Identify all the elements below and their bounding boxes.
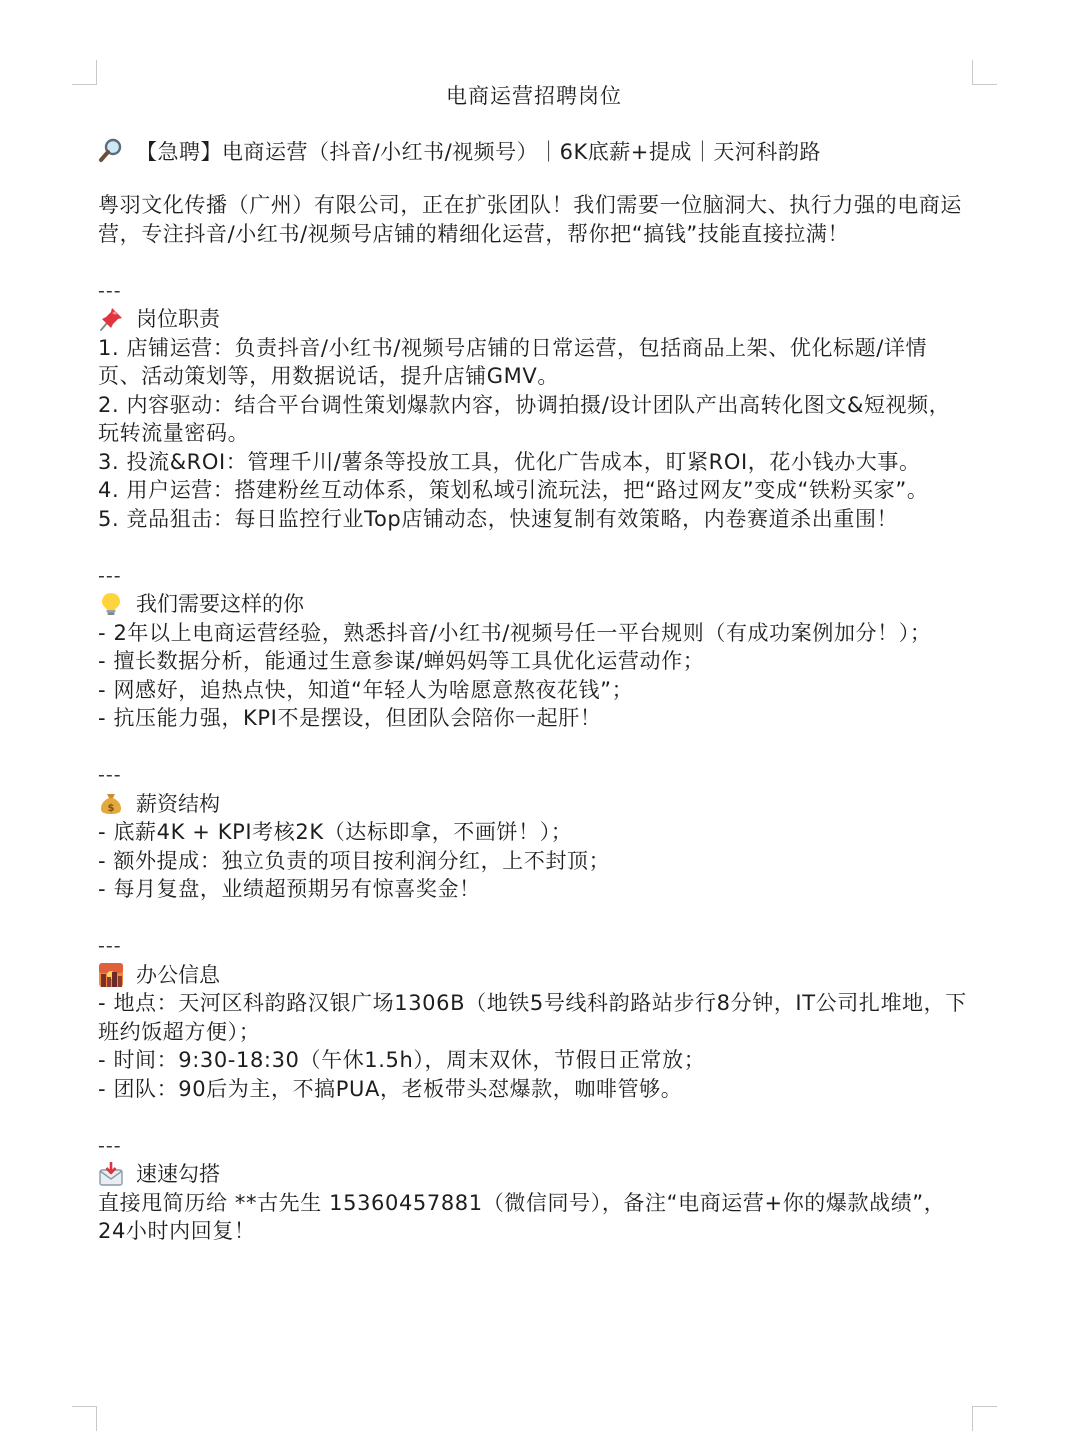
document-page <box>98 80 970 1246</box>
list-item: 2. 内容驱动：结合平台调性策划爆款内容，协调拍摄/设计团队产出高转化图文&短视频，玩转流量密码。 <box>98 392 951 445</box>
list-item: - 网感好，追热点快，知道“年轻人为啥愿意熬夜花钱”； <box>98 677 634 702</box>
section-heading-office <box>98 961 970 990</box>
list-item: - 抗压能力强，KPI不是摆设，但团队会陪你一起肝！ <box>98 706 602 730</box>
list-item: - 时间：9:30-18:30（午休1.5h），周末双休，节假日正常放； <box>98 1048 706 1072</box>
list-item: - 每月复盘，业绩超预期另有惊喜奖金！ <box>98 877 481 901</box>
separator: --- <box>98 564 122 587</box>
document-title: 电商运营招聘岗位 <box>446 84 622 108</box>
page-corner-mark-bottom-left <box>72 1406 97 1431</box>
separator: --- <box>98 1134 122 1157</box>
list-item: - 擅长数据分析，能通过生意参谋/蝉妈妈等工具优化运营动作； <box>98 649 705 673</box>
svg-text:$: $ <box>107 802 115 814</box>
page-corner-mark-top-right <box>972 60 997 85</box>
section-heading-requirements <box>98 590 970 619</box>
money-bag-icon <box>98 791 124 817</box>
page-corner-mark-bottom-right <box>972 1406 997 1431</box>
list-item: 5. 竞品狙击：每日监控行业Top店铺动态，快速复制有效策略，内卷赛道杀出重围！ <box>98 506 899 531</box>
page-corner-mark-top-left <box>72 60 97 85</box>
list-item: - 2年以上电商运营经验，熟悉抖音/小红书/视频号任一平台规则（有成功案例加分！）； <box>98 620 932 645</box>
intro-paragraph: 粤羽文化传播（广州）有限公司，正在扩张团队！我们需要一位脑洞大、执行力强的电商运营，专注抖音/小红书/视频号店铺的精细化运营，帮你把“搞钱”技能直接拉满！ <box>98 193 962 246</box>
pushpin-icon <box>98 306 124 332</box>
section-heading-text: 薪资结构 <box>136 791 220 816</box>
inbox-tray-icon <box>98 1161 124 1187</box>
list-item: 4. 用户运营：搭建粉丝互动体系，策划私域引流玩法，把“路过网友”变成“铁粉买家”。 <box>98 478 929 502</box>
list-item: 3. 投流&ROI：管理千川/薯条等投放工具，优化广告成本，盯紧ROI，花小钱办大事。 <box>98 449 921 474</box>
section-heading-duties <box>98 305 970 334</box>
list-item: 1. 店铺运营：负责抖音/小红书/视频号店铺的日常运营，包括商品上架、优化标题/详情页、活动策划等，用数据说话，提升店铺GMV。 <box>98 335 928 388</box>
section-heading-contact <box>98 1160 970 1189</box>
cityscape-sunset-icon <box>98 962 124 988</box>
list-item: - 地点：天河区科韵路汉银广场1306B（地铁5号线科韵路站步行8分钟，IT公司扎堆地，下班约饭超方便）； <box>98 991 967 1044</box>
contact-line: 直接甩简历给 **古先生 15360457881（微信同号），备注“电商运营+你的爆款战绩”，24小时内回复！ <box>98 1190 946 1243</box>
lightbulb-icon <box>98 591 124 617</box>
list-item: - 额外提成：独立负责的项目按利润分红，上不封顶； <box>98 848 611 873</box>
section-heading-text: 速速勾搭 <box>136 1162 220 1186</box>
section-heading-text: 办公信息 <box>136 962 220 987</box>
section-heading-text: 岗位职责 <box>136 307 220 331</box>
section-heading-salary <box>98 790 970 819</box>
job-headline <box>98 136 970 168</box>
separator: --- <box>98 935 122 957</box>
section-heading-text: 我们需要这样的你 <box>136 592 304 616</box>
magnifier-icon <box>98 137 124 163</box>
separator: --- <box>98 279 122 302</box>
list-item: - 底薪4K + KPI考核2K（达标即拿，不画饼！）； <box>98 820 573 844</box>
separator: --- <box>98 764 122 786</box>
headline-text: 【急聘】电商运营（抖音/小红书/视频号）｜6K底薪+提成｜天河科韵路 <box>136 140 821 164</box>
list-item: - 团队：90后为主，不搞PUA，老板带头怼爆款，咖啡管够。 <box>98 1076 683 1101</box>
